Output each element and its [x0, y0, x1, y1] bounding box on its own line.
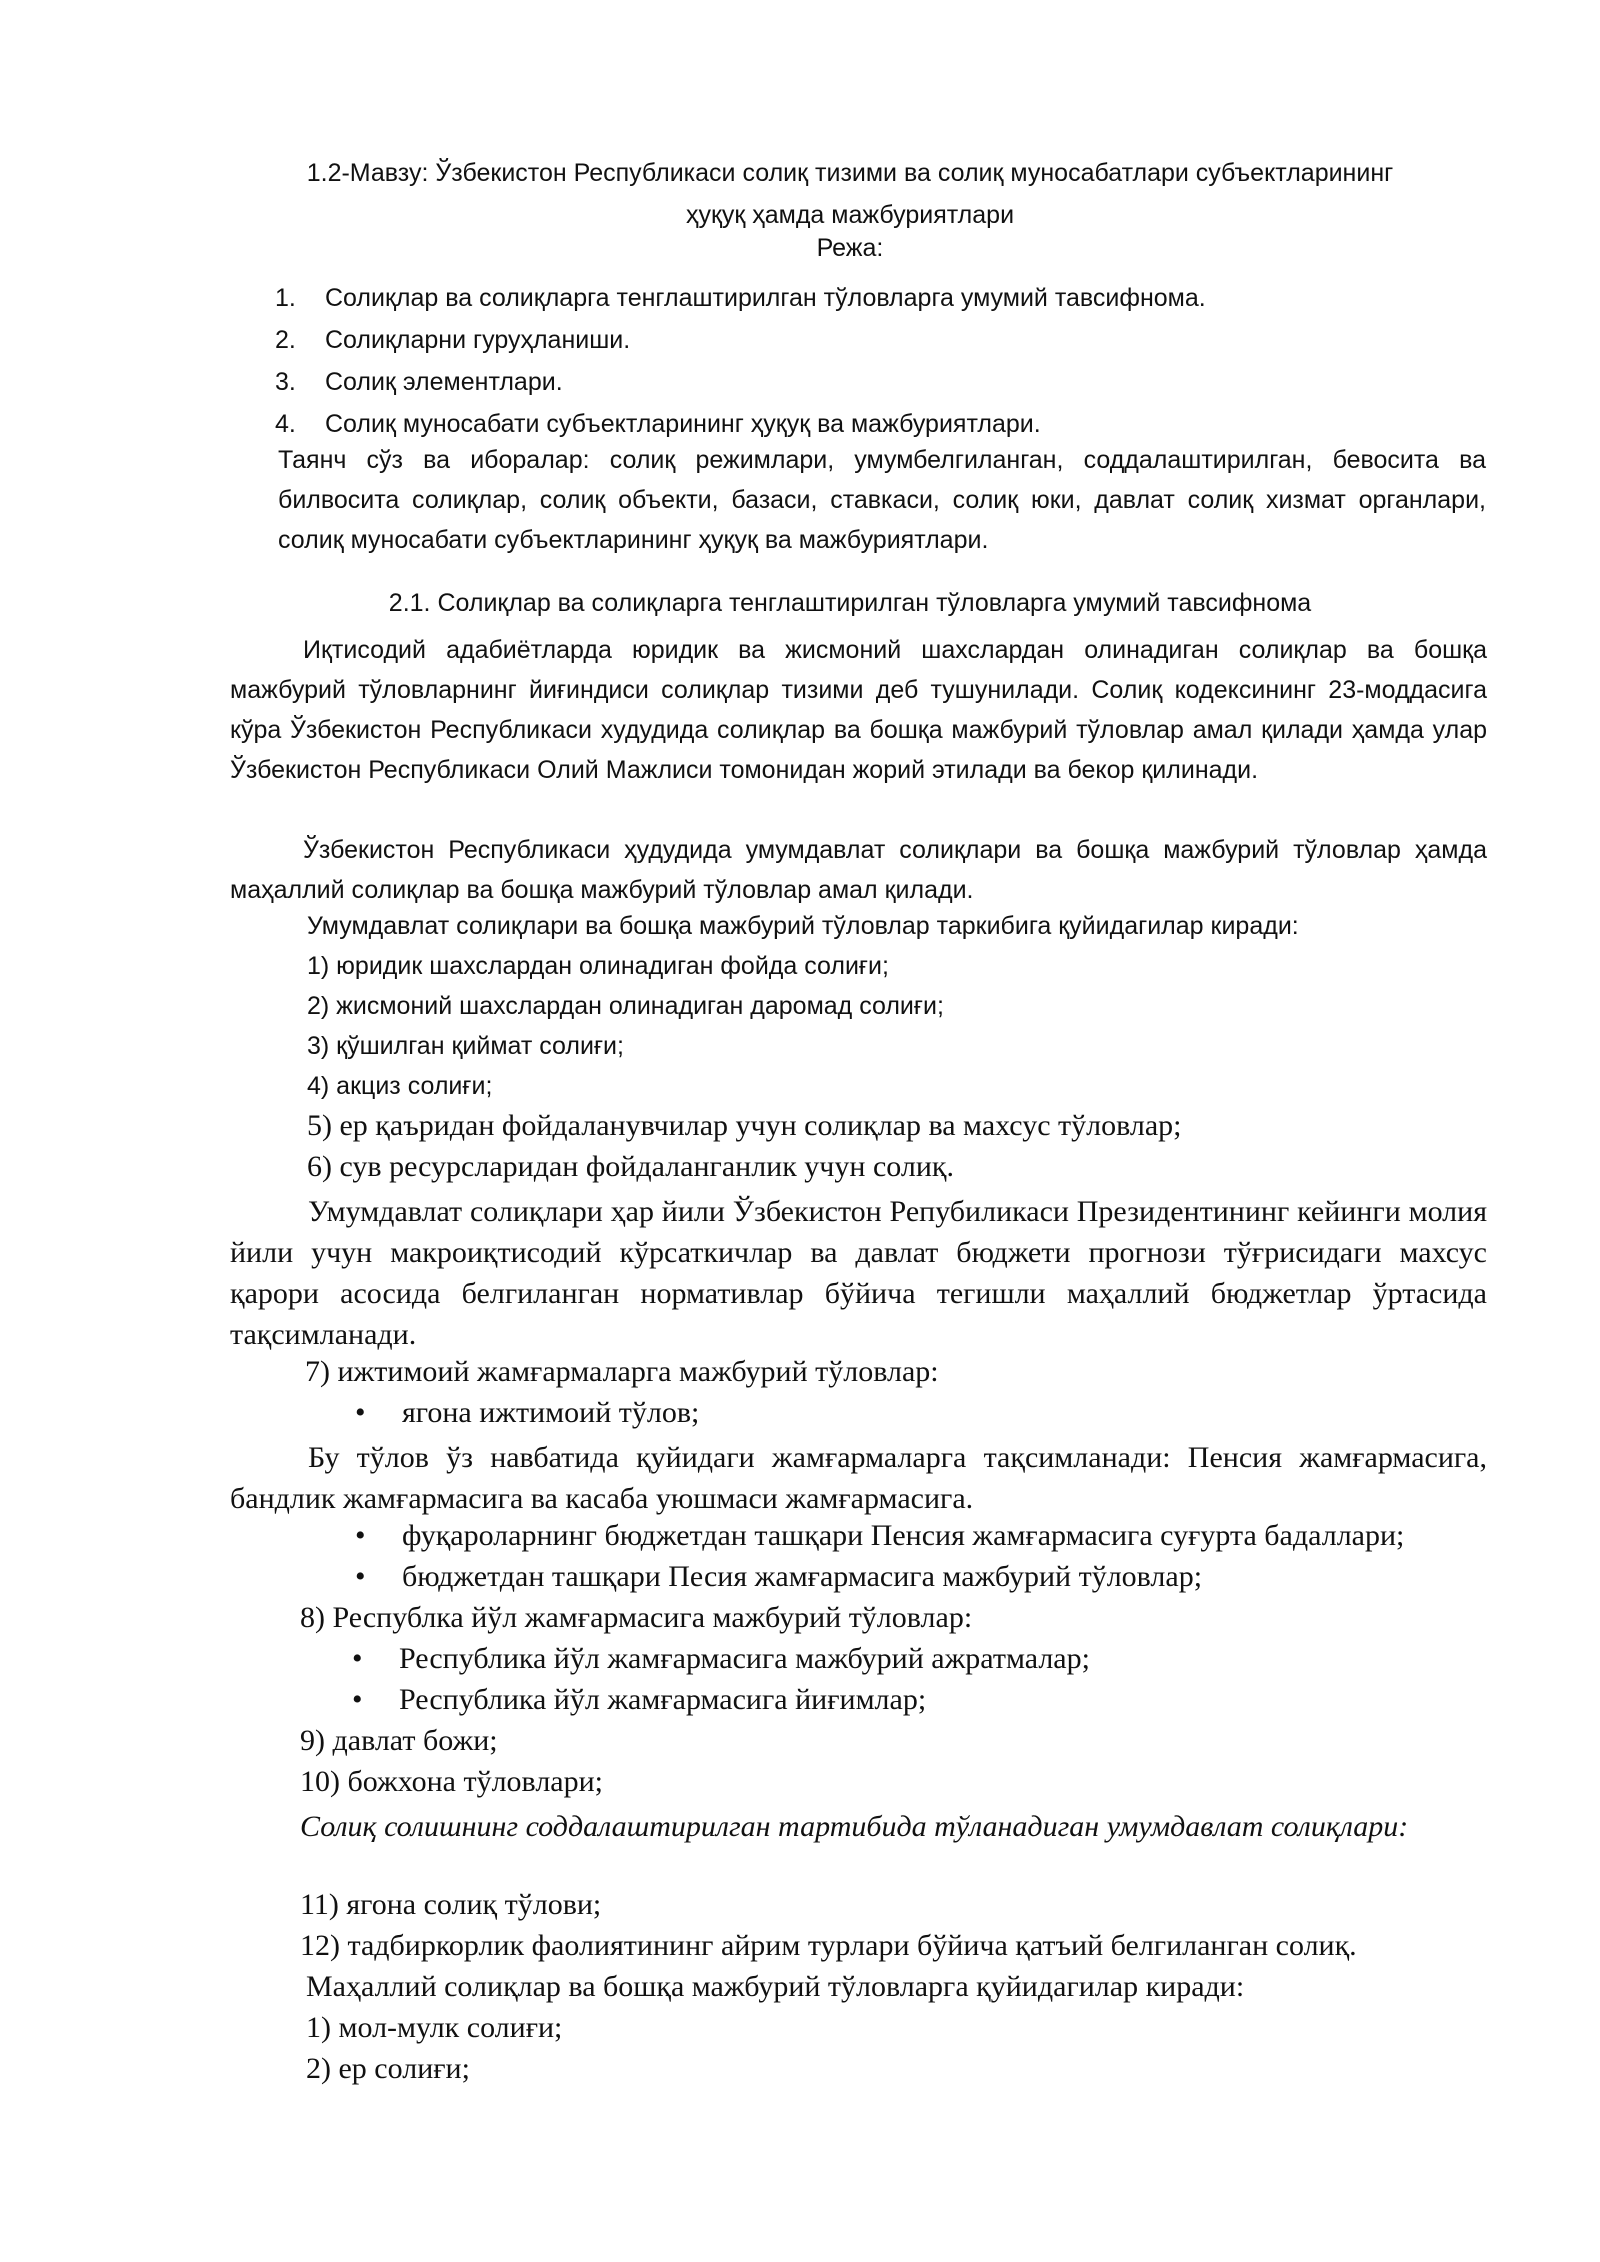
plan-item-text: Солиқлар ва солиқларга тенглаштирилган тўловларга умумий тавсифнома. — [325, 284, 1206, 312]
plan-item — [275, 277, 1206, 319]
list-item: 11) ягона солиқ тўлови; — [300, 1888, 602, 1921]
list-item: 2) жисмоний шахслардан олинадиган даромад солиғи; — [307, 992, 944, 1020]
paragraph-distribution: Умумдавлат солиқлари ҳар йили Ўзбекистон Репубиликаси Президентининг кейинги молия йили учун макроиқтисодий кўрсаткичлар ва давлат бюджети прогнози тўғрисидаги махсус қарори асосида белгиланган нормативлар бўйича тегишли маҳаллий бюджетлар ўртасида тақсимланади. — [230, 1195, 1487, 1351]
plan-item — [275, 361, 1206, 403]
bullet-icon: • — [355, 1560, 366, 1593]
list-item: 10) божхона тўловлари; — [300, 1765, 603, 1798]
title-line-2: ҳуқуқ ҳамда мажбуриятлари — [685, 201, 1015, 229]
plan-item — [275, 319, 1206, 361]
list-item: 9) давлат божи; — [300, 1724, 498, 1757]
list-item: 12) тадбиркорлик фаолиятининг айрим турлари бўйича қатъий белгиланган солиқ. — [300, 1929, 1357, 1962]
plan-item-text: Солиқ муносабати субъектларининг ҳуқуқ ва мажбуриятлари. — [325, 410, 1041, 438]
bullet-icon: • — [352, 1683, 363, 1716]
list-item: 2) ер солиғи; — [306, 2052, 470, 2085]
bullet-text: ягона ижтимоий тўлов; — [402, 1396, 700, 1429]
bullet-item — [355, 1396, 699, 1430]
list-item: 3) қўшилган қиймат солиғи; — [307, 1032, 624, 1060]
list-item: 7) ижтимоий жамғармаларга мажбурий тўловлар: — [305, 1355, 939, 1388]
paragraph-tax-system: Иқтисодий адабиётларда юридик ва жисмоний шахслардан олинадиган солиқлар ва бошқа мажбурий тўловларнинг йиғиндиси солиқлар тизими деб тушунилади. Солиқ кодексининг 23-моддасига кўра Ўзбекистон Республикаси худудида солиқлар ва бошқа мажбурий тўловлар амал қилади ҳамда улар Ўзбекистон Республикаси Олий Мажлиси томонидан жорий этилади ва бекор қилинади. — [230, 636, 1487, 784]
bullet-icon: • — [352, 1642, 363, 1675]
plan-list — [275, 277, 1206, 445]
bullet-item — [355, 1560, 1202, 1594]
bullet-text: Республика йўл жамғармасига йиғимлар; — [399, 1683, 927, 1716]
section-title: 2.1. Солиқлар ва солиқларга тенглаштирилган тўловларга умумий тавсифнома — [388, 589, 1312, 617]
state-taxes-intro: Умумдавлат солиқлари ва бошқа мажбурий тўловлар таркибига қуйидагилар киради: — [307, 912, 1299, 940]
plan-item-number: 4. — [275, 410, 296, 438]
paragraph-tax-types: Ўзбекистон Республикаси ҳудудида умумдавлат солиқлари ва бошқа мажбурий тўловлар ҳамда маҳаллий солиқлар ва бошқа мажбурий тўловлар амал қилади. — [230, 836, 1487, 904]
bullet-icon: • — [355, 1519, 366, 1552]
plan-item-number: 3. — [275, 368, 296, 396]
bullet-item — [355, 1519, 1404, 1553]
list-item: 1) юридик шахслардан олинадиган фойда солиғи; — [307, 952, 889, 980]
local-taxes-intro: Маҳаллий солиқлар ва бошқа мажбурий тўловларга қуйидагилар киради: — [306, 1970, 1245, 2003]
plan-heading: Режа: — [816, 234, 884, 262]
bullet-item — [352, 1683, 926, 1717]
paragraph-funds: Бу тўлов ўз навбатида қуйидаги жамғармаларга тақсимланади: Пенсия жамғармасига, бандлик жамғармасига ва касаба уюшмаси жамғармасига. — [230, 1441, 1487, 1515]
list-item: 1) мол-мулк солиғи; — [306, 2011, 563, 2044]
plan-item-text: Солиқ элементлари. — [325, 368, 563, 396]
bullet-icon: • — [355, 1396, 366, 1429]
list-item: 4) акциз солиғи; — [307, 1072, 493, 1100]
plan-item-number: 1. — [275, 284, 296, 312]
plan-item-number: 2. — [275, 326, 296, 354]
plan-item — [275, 403, 1206, 445]
bullet-item — [352, 1642, 1090, 1676]
keywords-paragraph: Таянч сўз ва иборалар: солиқ режимлари, умумбелгиланган, соддалаштирилган, бевосита ва билвосита солиқлар, солиқ объекти, базаси, ставкаси, солиқ юки, давлат солиқ хизмат органлари, солиқ муносабати субъектларининг ҳуқуқ ва мажбуриятлари. — [278, 446, 1486, 554]
document-title — [230, 152, 1470, 236]
list-item: 5) ер қаъридан фойдаланувчилар учун солиқлар ва махсус тўловлар; — [307, 1109, 1182, 1142]
bullet-text: фуқароларнинг бюджетдан ташқари Пенсия жамғармасига суғурта бадаллари; — [402, 1519, 1405, 1552]
bullet-text: Республика йўл жамғармасига мажбурий ажратмалар; — [399, 1642, 1090, 1675]
simplified-heading: Солиқ солишнинг соддалаштирилган тартибида тўланадиган умумдавлат солиқлари: — [300, 1810, 1409, 1843]
list-item: 6) сув ресурсларидан фойдаланганлик учун солиқ. — [307, 1150, 954, 1183]
plan-item-text: Солиқларни гуруҳланиши. — [325, 326, 631, 354]
list-item: 8) Республка йўл жамғармасига мажбурий тўловлар: — [300, 1601, 973, 1634]
bullet-text: бюджетдан ташқари Песия жамғармасига мажбурий тўловлар; — [402, 1560, 1203, 1593]
title-line-1: 1.2-Мавзу: Ўзбекистон Республикаси солиқ тизими ва солиқ муносабатлари субъектларининг — [306, 159, 1394, 187]
